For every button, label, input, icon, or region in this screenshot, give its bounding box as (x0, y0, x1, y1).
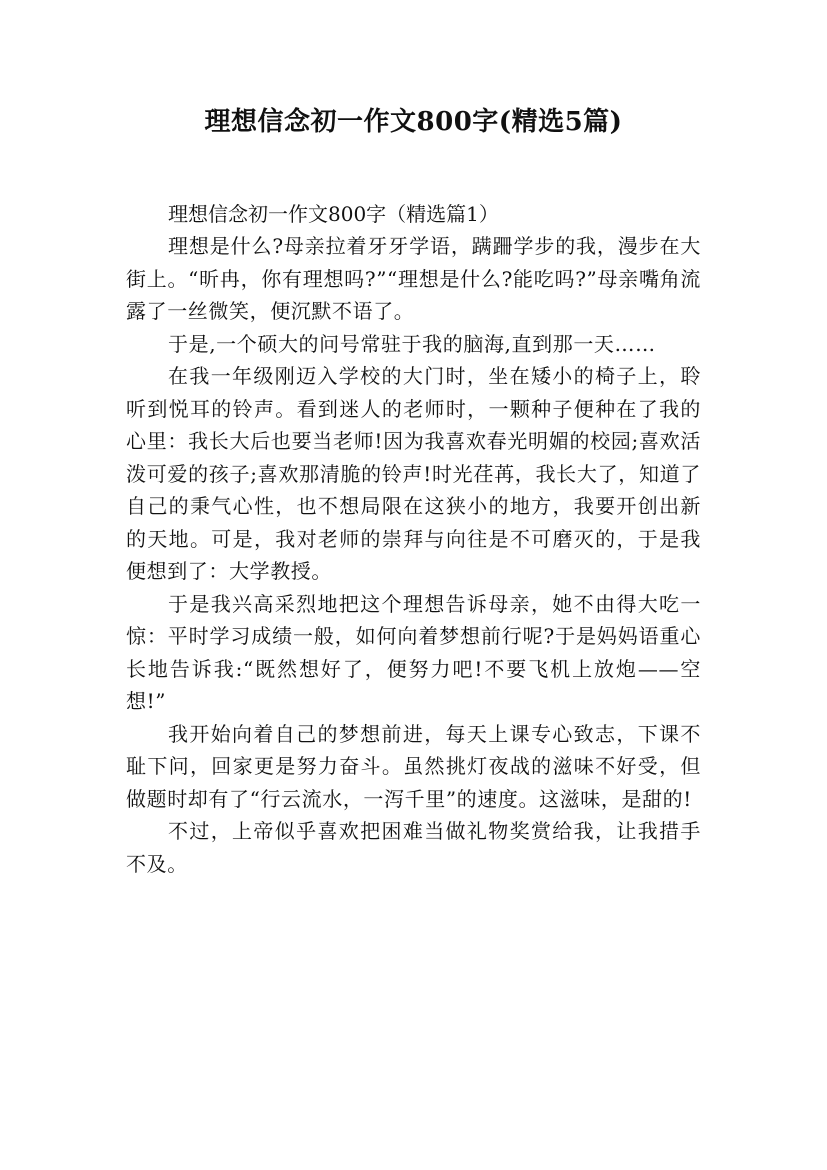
section-subtitle: 理想信念初一作文800字（精选篇1） (168, 202, 499, 226)
document-title: 理想信念初一作文800字(精选5篇) (204, 107, 623, 137)
paragraph-2: 于是,一个硕大的问号常驻于我的脑海,直到那一天…… (168, 331, 656, 356)
paragraph-3: 在我一年级刚迈入学校的大门时，坐在矮小的椅子上，聆听到悦耳的铃声。看到迷人的老师时，一颗种子便种在了我的心里：我长大后也要当老师!因为我喜欢春光明媚的校园;喜欢活泼可爱的孩子;喜欢那清脆的铃声!时光荏苒，我长大了，知道了自己的秉气心性，也不想局限在这狭小的地方，我要开创出新的天地。可是，我对老师的崇拜与向往是不可磨灭的，于是我便想到了：大学教授。 (126, 364, 701, 583)
paragraph-5: 我开始向着自己的梦想前进，每天上课专心致志，下课不耻下问，回家更是努力奋斗。虽然挑灯夜战的滋味不好受，但做题时却有了“行云流水，一泻千里”的速度。这滋味，是甜的! (126, 721, 701, 811)
paragraph-4: 于是我兴高采烈地把这个理想告诉母亲，她不由得大吃一惊：平时学习成绩一般，如何向着梦想前行呢?于是妈妈语重心长地告诉我:“既然想好了，便努力吧!不要飞机上放炮——空想!” (126, 591, 701, 713)
paragraph-1: 理想是什么?母亲拉着牙牙学语，蹒跚学步的我，漫步在大街上。“昕冉，你有理想吗?”“理想是什么?能吃吗?”母亲嘴角流露了一丝微笑，便沉默不语了。 (126, 234, 701, 323)
paragraph-6: 不过，上帝似乎喜欢把困难当做礼物奖赏给我，让我措手不及。 (126, 819, 701, 876)
